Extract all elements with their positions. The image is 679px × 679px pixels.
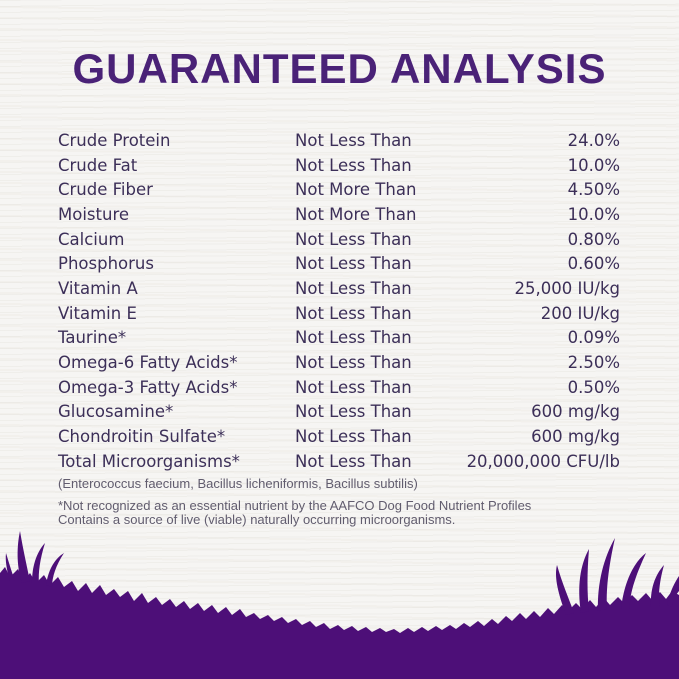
nutrient-name: Vitamin A	[58, 278, 138, 298]
table-row	[58, 326, 620, 351]
table-row	[58, 424, 620, 449]
table-row	[58, 449, 620, 474]
microorganism-species-note: (Enterococcus faecium, Bacillus licheniformis, Bacillus subtilis)	[58, 475, 418, 491]
table-row	[58, 227, 620, 252]
qualifier-text: Not Less Than	[295, 130, 412, 150]
nutrient-name: Chondroitin Sulfate*	[58, 427, 226, 447]
qualifier-text: Not Less Than	[295, 229, 412, 249]
table-row	[58, 177, 620, 202]
qualifier-text: Not More Than	[295, 204, 417, 224]
aafco-footnote-line2: Contains a source of live (viable) naturally occurring microorganisms.	[58, 512, 456, 528]
table-row	[58, 128, 620, 153]
table-row	[58, 251, 620, 276]
nutrient-value: 600 mg/kg	[531, 427, 620, 447]
qualifier-text: Not Less Than	[295, 377, 412, 397]
grass-silhouette	[0, 529, 679, 679]
nutrient-value: 0.60%	[567, 254, 620, 274]
nutrient-value: 200 IU/kg	[540, 303, 620, 323]
table-row	[58, 202, 620, 227]
aafco-footnote-line1: *Not recognized as an essential nutrient by the AAFCO Dog Food Nutrient Profiles	[58, 497, 532, 513]
nutrient-value: 10.0%	[567, 204, 620, 224]
nutrient-name: Omega-6 Fatty Acids*	[58, 353, 238, 373]
nutrient-name: Glucosamine*	[58, 402, 174, 422]
nutrient-name: Phosphorus	[58, 254, 154, 274]
nutrient-name: Crude Fiber	[58, 180, 153, 200]
table-row	[58, 400, 620, 425]
panel-title: GUARANTEED ANALYSIS	[72, 45, 607, 92]
nutrient-value: 600 mg/kg	[531, 402, 620, 422]
table-row	[58, 375, 620, 400]
nutrient-value: 4.50%	[567, 180, 620, 200]
nutrient-value: 24.0%	[567, 130, 620, 150]
qualifier-text: Not Less Than	[295, 155, 412, 175]
nutrient-name: Taurine*	[58, 328, 127, 348]
nutrient-name: Omega-3 Fatty Acids*	[58, 377, 238, 397]
nutrient-name: Calcium	[58, 229, 125, 249]
nutrient-name: Total Microorganisms*	[58, 451, 240, 471]
nutrient-value: 20,000,000 CFU/lb	[466, 451, 620, 471]
qualifier-text: Not Less Than	[295, 353, 412, 373]
nutrient-value: 2.50%	[567, 353, 620, 373]
analysis-table	[58, 128, 620, 474]
table-row	[58, 301, 620, 326]
nutrient-value: 0.80%	[567, 229, 620, 249]
aafco-footnote	[58, 499, 620, 528]
nutrient-value: 0.50%	[567, 377, 620, 397]
nutrient-name: Crude Protein	[58, 130, 171, 150]
nutrient-value: 25,000 IU/kg	[514, 278, 620, 298]
qualifier-text: Not Less Than	[295, 451, 412, 471]
qualifier-text: Not Less Than	[295, 278, 412, 298]
qualifier-text: Not Less Than	[295, 402, 412, 422]
qualifier-text: Not Less Than	[295, 303, 412, 323]
nutrient-name: Vitamin E	[58, 303, 137, 323]
table-row	[58, 350, 620, 375]
nutrient-value: 0.09%	[567, 328, 620, 348]
qualifier-text: Not Less Than	[295, 254, 412, 274]
nutrient-value: 10.0%	[567, 155, 620, 175]
qualifier-text: Not More Than	[295, 180, 417, 200]
table-row	[58, 276, 620, 301]
qualifier-text: Not Less Than	[295, 328, 412, 348]
nutrient-name: Moisture	[58, 204, 130, 224]
nutrient-name: Crude Fat	[58, 155, 138, 175]
table-row	[58, 153, 620, 178]
qualifier-text: Not Less Than	[295, 427, 412, 447]
